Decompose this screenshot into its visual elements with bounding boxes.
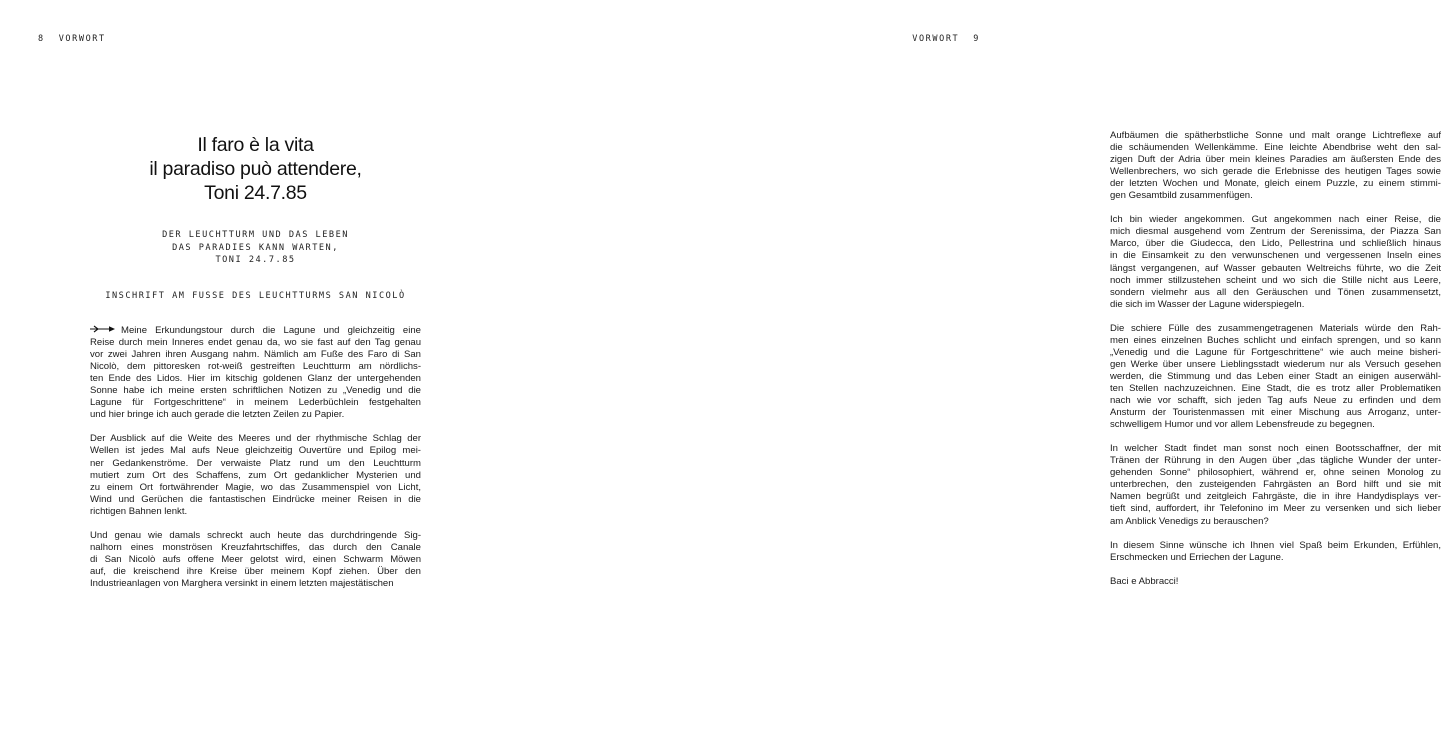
text-line: zigen Duft der Adria über mein kleines Paradies am äußersten Ende des bbox=[1110, 154, 1441, 166]
running-head-title-right: VORWORT bbox=[912, 34, 960, 44]
running-head-title-left: VORWORT bbox=[58, 34, 106, 44]
text-line: ten Stellen nachzuzeichnen. Eine Stadt, die es trotz aller Problematiken bbox=[1110, 382, 1441, 394]
inscription-caption: INSCHRIFT AM FUSSE DES LEUCHTTURMS SAN NICOLÒ bbox=[105, 291, 406, 301]
paragraph bbox=[1110, 323, 1441, 431]
motto-line: il paradiso può attendere, bbox=[149, 158, 362, 180]
text-line: schwelligem Humor und vor allem Lebensfreude zu begegnen. bbox=[1110, 419, 1375, 431]
paragraph bbox=[1110, 576, 1441, 588]
arrow-right-icon bbox=[90, 325, 116, 333]
text-line: mich diesmal ausgehend vom Zentrum der Serenissima, der Piazza San bbox=[1110, 226, 1441, 238]
body-text-right bbox=[1110, 130, 1441, 600]
text-line: Ansturm der Touristenmassen mit einer Mischung aus Arroganz, unter- bbox=[1110, 407, 1441, 419]
text-line: ner Gedankenströme. Der verwaiste Platz rund um den Leuchtturm bbox=[90, 457, 421, 469]
text-line: Reise durch mein Inneres endet genau da, wo sie fast auf den Tag genau bbox=[90, 337, 421, 349]
text-line: In diesem Sinne wünsche ich Ihnen viel Spaß beim Erkunden, Erfühlen, bbox=[1110, 539, 1441, 551]
left-page bbox=[0, 0, 510, 729]
text-line: men eines einzelnen Buches schlicht und einfach sprengen, und so kann bbox=[1110, 334, 1441, 346]
text-line: „Venedig und die Lagune für Fortgeschrittene“ wie auch meine bisheri- bbox=[1110, 346, 1441, 358]
text-line: Baci e Abbracci! bbox=[1110, 575, 1179, 587]
text-line: nach wie vor schafft, sich jeden Tag aufs Neue zu erfinden und dem bbox=[1110, 395, 1441, 407]
text-line: auf, die kreischend ihre Kreise über meinem Kopf ziehen. Über den bbox=[90, 565, 421, 577]
motto-translation bbox=[90, 229, 421, 267]
text-line: ten Ende des Lidos. Hier im kitschig goldenen Glanz der untergehenden bbox=[90, 373, 421, 385]
translation-line: TONI 24.7.85 bbox=[215, 255, 296, 265]
text-line: gen Gesamtbild zusammenfügen. bbox=[1110, 190, 1253, 202]
text-line: werden, die Stimmung und das Leben einer Stadt an einigen auserwähl- bbox=[1110, 370, 1441, 382]
text-line: Aufbäumen die spätherbstliche Sonne und malt orange Lichtreflexe auf bbox=[1110, 130, 1441, 141]
page-number-right: 9 bbox=[973, 34, 980, 44]
text-line: unterbrechen, den zusteigenden Fahrgästen an Bord hilft und sie mit bbox=[1110, 479, 1441, 491]
motto bbox=[90, 133, 421, 205]
text-line: Wellenbrechers, wo sich gerade die Erlebnisse des heutigen Tages sowie bbox=[1110, 166, 1441, 178]
text-line: gen Werke über unsere Lieblingsstadt wiederum nur als Versuch gesehen bbox=[1110, 358, 1441, 370]
text-line: Erschmecken und Erriechen der Lagune. bbox=[1110, 551, 1284, 563]
text-line: Namen begrüßt und zeitgleich Fahrgäste, die in ihre Handydisplays ver- bbox=[1110, 491, 1441, 503]
text-line: Industrieanlagen von Marghera versinkt in einem letzten majestätischen bbox=[90, 577, 394, 589]
text-line: und hier bringe ich auch gerade die letzten Zeilen zu Papier. bbox=[90, 409, 345, 421]
text-line: nalhorn eines monströsen Kreuzfahrtschiffes, das durch den Canale bbox=[90, 541, 421, 553]
paragraph bbox=[1110, 443, 1441, 527]
right-page bbox=[510, 0, 1441, 729]
page-number-left: 8 bbox=[38, 34, 45, 44]
text-line: am Anblick Venedigs zu berauschen? bbox=[1110, 515, 1269, 527]
motto-line: Toni 24.7.85 bbox=[204, 182, 307, 204]
paragraph bbox=[90, 530, 421, 590]
paragraph bbox=[1110, 214, 1441, 310]
text-line: zu einem Ort fortwährender Magie, wo das Zusammenspiel von Licht, bbox=[90, 481, 421, 493]
text-line: richtigen Bahnen lenkt. bbox=[90, 505, 188, 517]
text-line: sondern vielmehr aus all den Geräuschen und Tönen zusammensetzt, bbox=[1110, 286, 1441, 298]
running-head-right bbox=[912, 34, 980, 44]
paragraph bbox=[1110, 130, 1441, 202]
paragraph bbox=[1110, 540, 1441, 564]
text-line: Meine Erkundungstour durch die Lagune und gleichzeitig eine bbox=[90, 325, 421, 337]
text-line: noch immer stillzustehen scheint und wo sich die Stille nicht aus Leere, bbox=[1110, 274, 1441, 286]
translation-line: DAS PARADIES KANN WARTEN, bbox=[172, 242, 339, 253]
text-line: Sonne habe ich meine ersten schriftlichen Notizen zu „Venedig und die bbox=[90, 385, 421, 397]
text-line: Die schiere Fülle des zusammengetragenen Materials würde den Rah- bbox=[1110, 322, 1441, 334]
text-line: vor zwei Jahren ihren Ausgang nahm. Nämlich am Fuße des Faro di San bbox=[90, 349, 421, 361]
running-head-left bbox=[38, 34, 106, 44]
text-line: Wellen ist jedes Mal aufs Neue gleichzeitig Ouvertüre und Epilog mei- bbox=[90, 445, 421, 457]
text-line: gehenden Sonne“ philosophiert, während er, ohne seinen Monolog zu bbox=[1110, 467, 1441, 479]
text-line: Und genau wie damals schreckt auch heute das durchdringende Sig- bbox=[90, 529, 421, 541]
text-line: Nicolò, dem pittoresken rot-weiß gestreiften Leuchtturm am nördlichs- bbox=[90, 361, 421, 373]
text-line: In welcher Stadt findet man sonst noch einen Bootsschaffner, der mit bbox=[1110, 443, 1441, 455]
text-line: di San Nicolò aufs offene Meer gelotst wird, einen Schwarm Möwen bbox=[90, 553, 421, 565]
body-text-left bbox=[90, 325, 421, 602]
text-line: die schäumenden Wellenkämme. Eine leichte Abendbrise weht den sal- bbox=[1110, 142, 1441, 154]
motto-line: Il faro è la vita bbox=[197, 134, 314, 156]
text-line: Lagune für Fortgeschrittene“ in meinem Lederbüchlein festgehalten bbox=[90, 397, 421, 409]
text-line: die sich im Wasser der Lagune widerspiegeln. bbox=[1110, 298, 1305, 310]
text-line: Tränen der Rührung in den Augen über „das tägliche Wunder der unter- bbox=[1110, 455, 1441, 467]
paragraph bbox=[90, 433, 421, 517]
text-line: in die Einsamkeit zu den verwunschenen und vergessenen Inseln eines bbox=[1110, 250, 1441, 262]
paragraph bbox=[90, 325, 421, 421]
text-line: Wind und Gerüchen die fantastischen Eindrücke meiner Reisen in die bbox=[90, 493, 421, 505]
text-line: Ich bin wieder angekommen. Gut angekommen nach einer Reise, die bbox=[1110, 214, 1441, 226]
text-line: Marco, über die Giudecca, den Lido, Pellestrina und schließlich hinaus bbox=[1110, 238, 1441, 250]
text-line: Der Ausblick auf die Weite des Meeres und der rhythmische Schlag der bbox=[90, 433, 421, 445]
text-line: tieft sind, auffordert, ihr Telefonino im Meer zu versenken und sich lieber bbox=[1110, 503, 1441, 515]
translation-line: DER LEUCHTTURM UND DAS LEBEN bbox=[162, 230, 349, 240]
text-line: mutiert zum Ort des Schaffens, zum Ort gedanklicher Mysterien und bbox=[90, 469, 421, 481]
text-line: längst vergangenen, auf Wasser gebauten Weltreichs führte, wo die Zeit bbox=[1110, 262, 1441, 274]
text-line: der letzten Wochen und Monate, gleich einem Puzzle, zu einem stimmi- bbox=[1110, 178, 1441, 190]
